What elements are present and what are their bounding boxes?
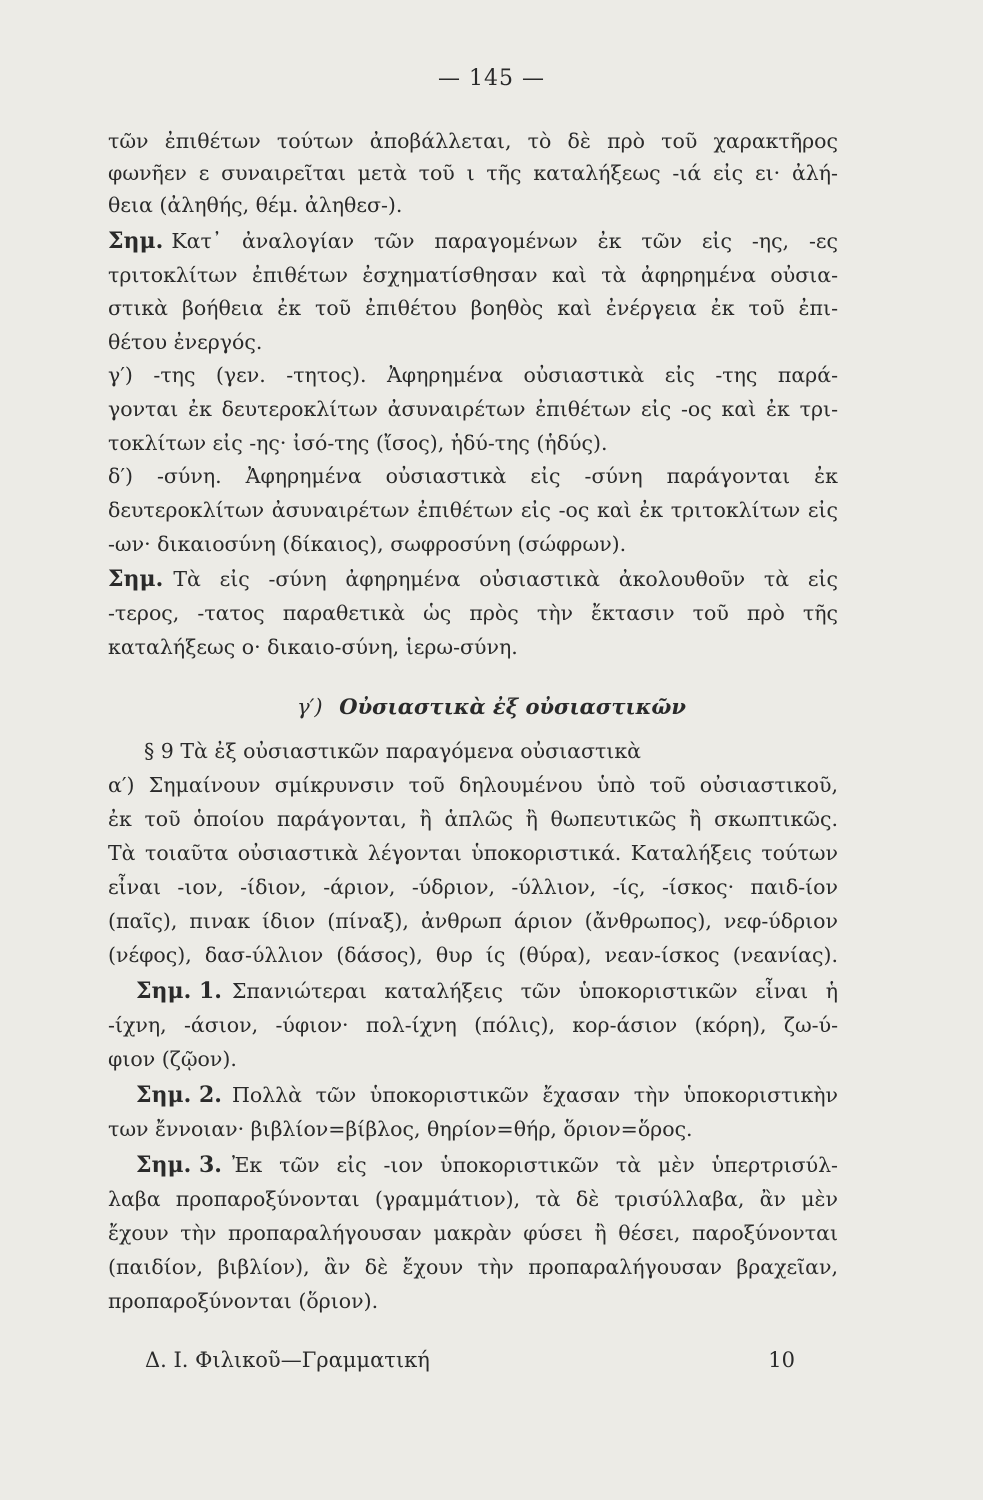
text-line: Σπανιώτεραι καταλήξεις τῶν ὑποκοριστικῶν εἶναι ἡ — [231, 979, 838, 1003]
text-line: φωνῆεν ε συναιρεῖται μετὰ τοῦ ι τῆς καταλήξεως -ιά εἰς ει· ἀλή- — [108, 161, 838, 185]
text-line: δ′) -σύνη. Ἀφηρημένα οὐσιαστικὰ εἰς -σύνη παράγονται ἐκ — [108, 464, 838, 488]
text-line: τῶν ἐπιθέτων τούτων ἀποβάλλεται, τὸ δὲ πρὸ τοῦ χαρακτῆρος — [108, 129, 838, 153]
footer-author: Δ. Ι. Φιλικοῦ—Γραμματική — [145, 1348, 430, 1372]
text-line: τοκλίτων εἰς -ης· ἰσό-της (ἴσος), ἡδύ-της (ἡδύς). — [108, 431, 608, 455]
note-line — [108, 1150, 838, 1180]
text-line: Κατ᾽ ἀναλογίαν τῶν παραγομένων ἐκ τῶν εἰς -ης, -ες — [171, 229, 838, 253]
text-line: τριτοκλίτων ἐπιθέτων ἐσχηματίσθησαν καὶ τὰ ἀφηρημένα οὐσια- — [108, 263, 838, 287]
text-line: (νέφος), δασ-ύλλιον (δάσος), θυρ ίς (θύρα), νεαν-ίσκος (νεανίας). — [108, 943, 838, 967]
text-line: α′) Σημαίνουν σμίκρυνσιν τοῦ δηλουμένου ὑπὸ τοῦ οὐσιαστικοῦ, — [108, 773, 838, 797]
text-line: ἐκ τοῦ ὁποίου παράγονται, ἢ ἁπλῶς ἢ θωπευτικῶς ἢ σκωπτικῶς. — [108, 807, 838, 831]
note-label: Σημ. — [108, 566, 164, 592]
section-heading — [0, 694, 983, 719]
text-line: στικὰ βοήθεια ἐκ τοῦ ἐπιθέτου βοηθὸς καὶ ἐνέργεια ἐκ τοῦ ἐπι- — [108, 296, 838, 320]
text-line: -τερος, -τατος παραθετικὰ ὡς πρὸς τὴν ἔκτασιν τοῦ πρὸ τῆς — [108, 601, 838, 625]
text-line: φιον (ζῷον). — [108, 1047, 237, 1071]
note-label: Σημ. 3. — [136, 1152, 222, 1178]
text-line: Ἐκ τῶν εἰς -ιον ὑποκοριστικῶν τὰ μὲν ὑπερτρισύλ- — [231, 1153, 838, 1177]
text-line: -ίχνη, -άσιον, -ύφιον· πολ-ίχνη (πόλις), κορ-άσιον (κόρη), ζω-ύ- — [108, 1013, 838, 1037]
text-line: θεια (ἀληθής, θέμ. ἀληθεσ-). — [108, 193, 403, 217]
text-line: Τὰ εἰς -σύνη ἀφηρημένα οὐσιαστικὰ ἀκολουθοῦν τὰ εἰς — [173, 567, 838, 591]
text-line: γονται ἐκ δευτεροκλίτων ἀσυναιρέτων ἐπιθέτων εἰς -ος καὶ ἐκ τρι- — [108, 397, 838, 421]
text-line: εἶναι -ιον, -ίδιον, -άριον, -ύδριον, -ύλλιον, -ίς, -ίσκος· παιδ-ίον — [108, 875, 838, 899]
text-line: (παῖς), πινακ ίδιον (πίναξ), ἀνθρωπ άριον (ἄνθρωπος), νεφ-ύδριον — [108, 909, 838, 933]
text-line: δευτεροκλίτων ἀσυναιρέτων ἐπιθέτων εἰς -ος καὶ ἐκ τριτοκλίτων εἰς — [108, 498, 838, 522]
note-label: Σημ. — [108, 228, 164, 254]
text-line: Πολλὰ τῶν ὑποκοριστικῶν ἔχασαν τὴν ὑποκοριστικὴν — [231, 1083, 838, 1107]
section-title: Οὐσιαστικὰ ἐξ οὐσιαστικῶν — [339, 694, 686, 719]
note-line — [108, 1080, 838, 1110]
page-footer — [145, 1348, 795, 1372]
text-line: θέτου ἐνεργός. — [108, 330, 263, 354]
text-line: Τὰ τοιαῦτα οὐσιαστικὰ λέγονται ὑποκοριστικά. Καταλήξεις τούτων — [108, 841, 838, 865]
text-line: -ων· δικαιοσύνη (δίκαιος), σωφροσύνη (σώφρων). — [108, 532, 627, 556]
text-line: λαβα προπαροξύνονται (γραμμάτιον), τὰ δὲ τρισύλλαβα, ἂν μὲν — [108, 1187, 838, 1211]
text-line: γ′) -της (γεν. -τητος). Ἀφηρημένα οὐσιαστικὰ εἰς -της παρά- — [108, 363, 838, 387]
section-marker: γ′) — [297, 695, 323, 719]
text-line: (παιδίον, βιβλίον), ἂν δὲ ἔχουν τὴν προπαραλήγουσαν βραχεῖαν, — [108, 1255, 838, 1279]
text-line: ἔχουν τὴν προπαραλήγουσαν μακρὰν φύσει ἢ θέσει, παροξύνονται — [108, 1221, 838, 1245]
note-label: Σημ. 2. — [136, 1082, 222, 1108]
page-number: — 145 — — [438, 66, 545, 91]
text-line: προπαροξύνονται (ὅριον). — [108, 1289, 379, 1313]
signature-mark: 10 — [768, 1348, 795, 1372]
note-line — [108, 564, 838, 594]
note-line — [108, 226, 838, 256]
text-line: των ἔννοιαν· βιβλίον=βίβλος, θηρίον=θήρ, ὅριον=ὅρος. — [108, 1117, 693, 1141]
text-line: § 9 Τὰ ἐξ οὐσιαστικῶν παραγόμενα οὐσιαστικὰ — [144, 739, 642, 763]
note-line — [108, 976, 838, 1006]
text-line: καταλήξεως ο· δικαιο-σύνη, ἱερω-σύνη. — [108, 635, 518, 659]
note-label: Σημ. 1. — [136, 978, 222, 1004]
